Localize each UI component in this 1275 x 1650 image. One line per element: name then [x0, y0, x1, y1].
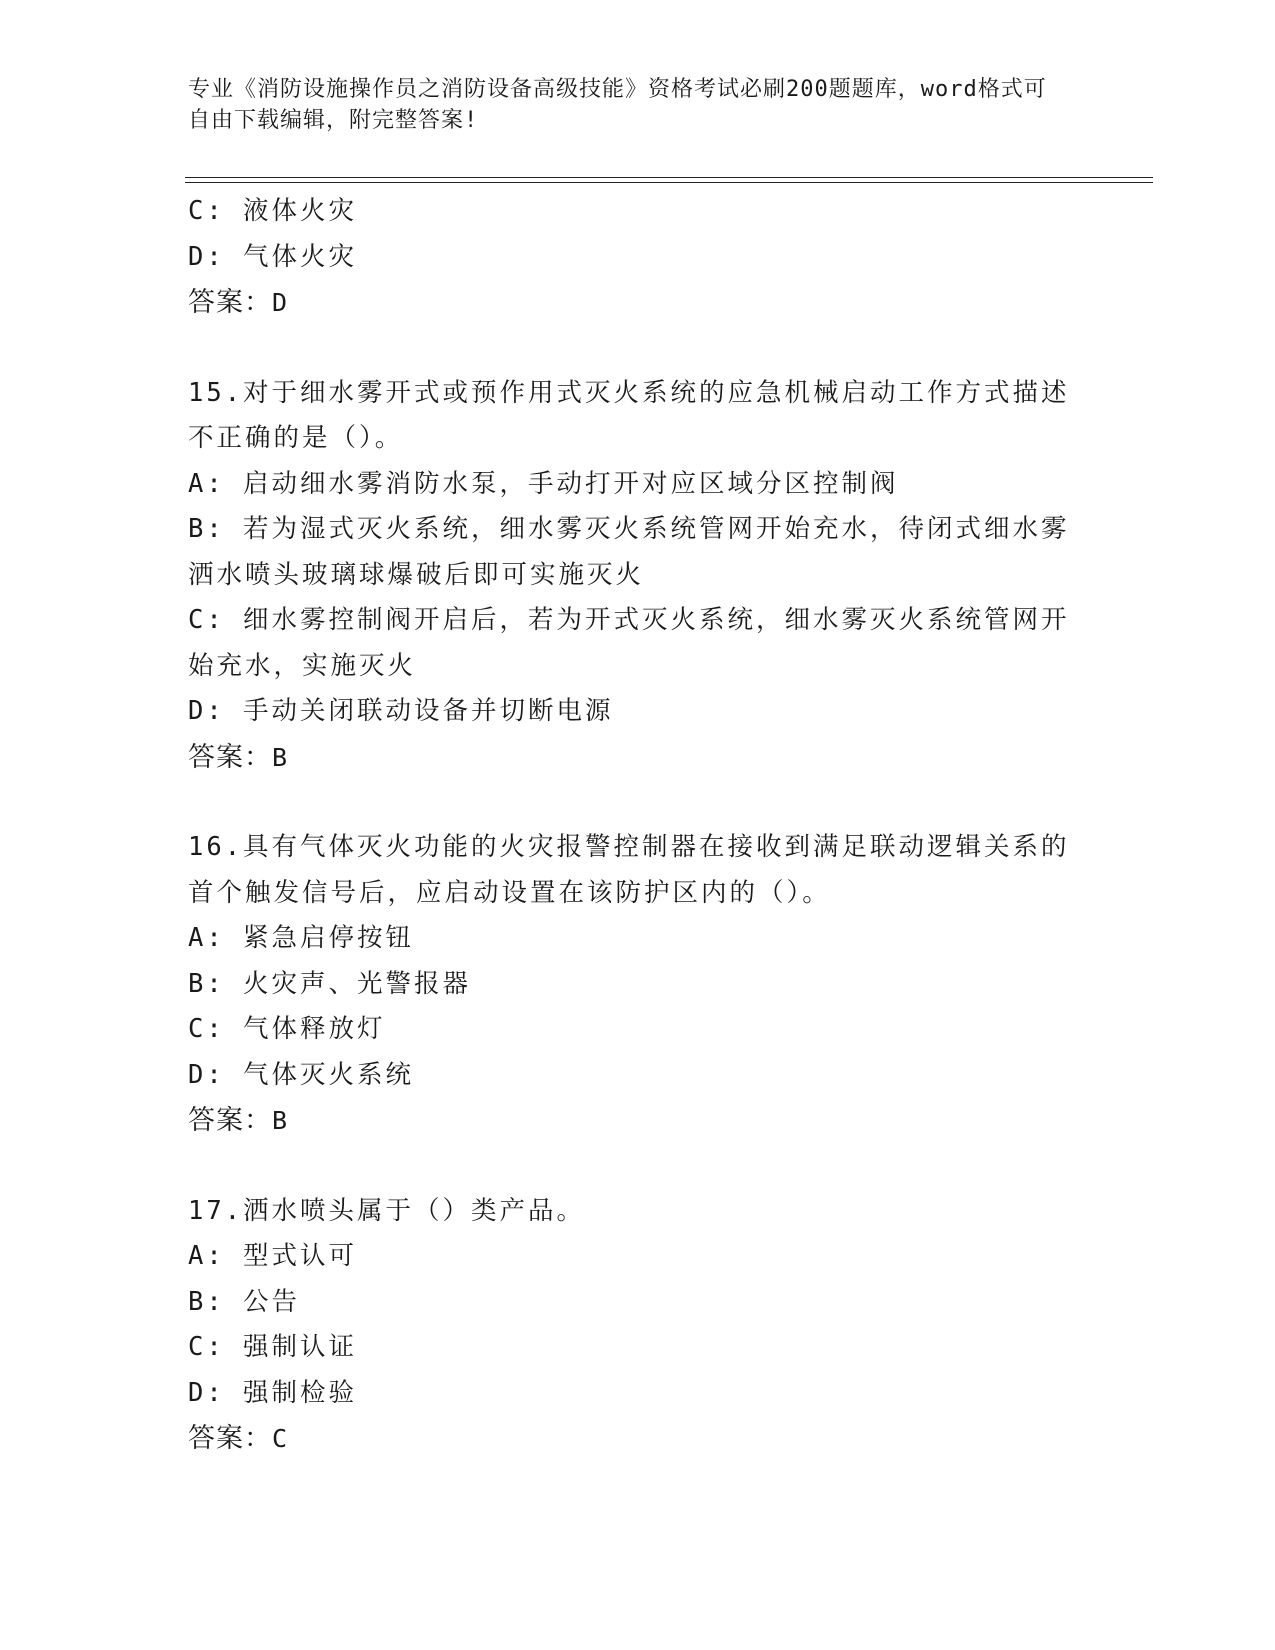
option-b: B: 若为湿式灭火系统，细水雾灭火系统管网开始充水，待闭式细水雾 [188, 514, 1070, 544]
question-17 [188, 1189, 1088, 1462]
answer-value: B [272, 742, 289, 772]
option-c: C: 细水雾控制阀开启后，若为开式灭火系统，细水雾灭火系统管网开 [188, 605, 1070, 635]
option-c: C: 液体火灾 [188, 196, 358, 226]
option-a: A: 紧急启停按钮 [188, 923, 415, 953]
question-stem-line: 17.洒水喷头属于（）类产品。 [188, 1195, 586, 1226]
option-d: D: 手动关闭联动设备并切断电源 [188, 696, 614, 726]
option-c: C: 气体释放灯 [188, 1014, 386, 1044]
option-c: C: 强制认证 [188, 1332, 358, 1362]
answer-line [188, 735, 1088, 781]
question-15 [188, 371, 1088, 781]
document-header [188, 74, 1068, 136]
option-c-continued: 始充水，实施灭火 [188, 650, 417, 681]
option-d: D: 强制检验 [188, 1377, 358, 1408]
answer-line [188, 1098, 1088, 1144]
question-continuation [188, 189, 1088, 326]
answer-line [188, 1416, 1088, 1462]
option-a: A: 启动细水雾消防水泵，手动打开对应区域分区控制阀 [188, 468, 899, 499]
answer-value: D [272, 288, 289, 317]
answer-line [188, 280, 1088, 326]
option-d: D: 气体灭火系统 [188, 1059, 415, 1090]
question-stem-line: 不正确的是（）。 [188, 423, 404, 453]
answer-value: C [272, 1424, 289, 1453]
question-16 [188, 825, 1088, 1144]
option-d: D: 气体火灾 [188, 241, 358, 272]
question-list [188, 189, 1088, 1462]
answer-label: 答案： [188, 1423, 272, 1454]
question-stem-line: 15.对于细水雾开式或预作用式灭火系统的应急机械启动工作方式描述 [188, 377, 1070, 408]
answer-value: B [272, 1106, 289, 1135]
header-divider-bottom [185, 182, 1153, 183]
answer-label: 答案： [188, 287, 272, 318]
option-b-continued: 洒水喷头玻璃球爆破后即可实施灭火 [188, 559, 645, 590]
answer-label: 答案： [188, 1105, 272, 1136]
option-a: A: 型式认可 [188, 1241, 358, 1271]
option-b: B: 火灾声、光警报器 [188, 968, 472, 999]
header-divider-top [185, 177, 1153, 178]
option-b: B: 公告 [188, 1286, 301, 1317]
question-stem-line: 首个触发信号后，应启动设置在该防护区内的（）。 [188, 877, 831, 908]
header-text: 专业《消防设施操作员之消防设备高级技能》资格考试必刷200题题库，word格式可自由下载编辑，附完整答案! [188, 77, 1047, 133]
question-stem-line: 16.具有气体灭火功能的火灾报警控制器在接收到满足联动逻辑关系的 [188, 832, 1070, 862]
answer-label: 答案： [188, 741, 272, 773]
